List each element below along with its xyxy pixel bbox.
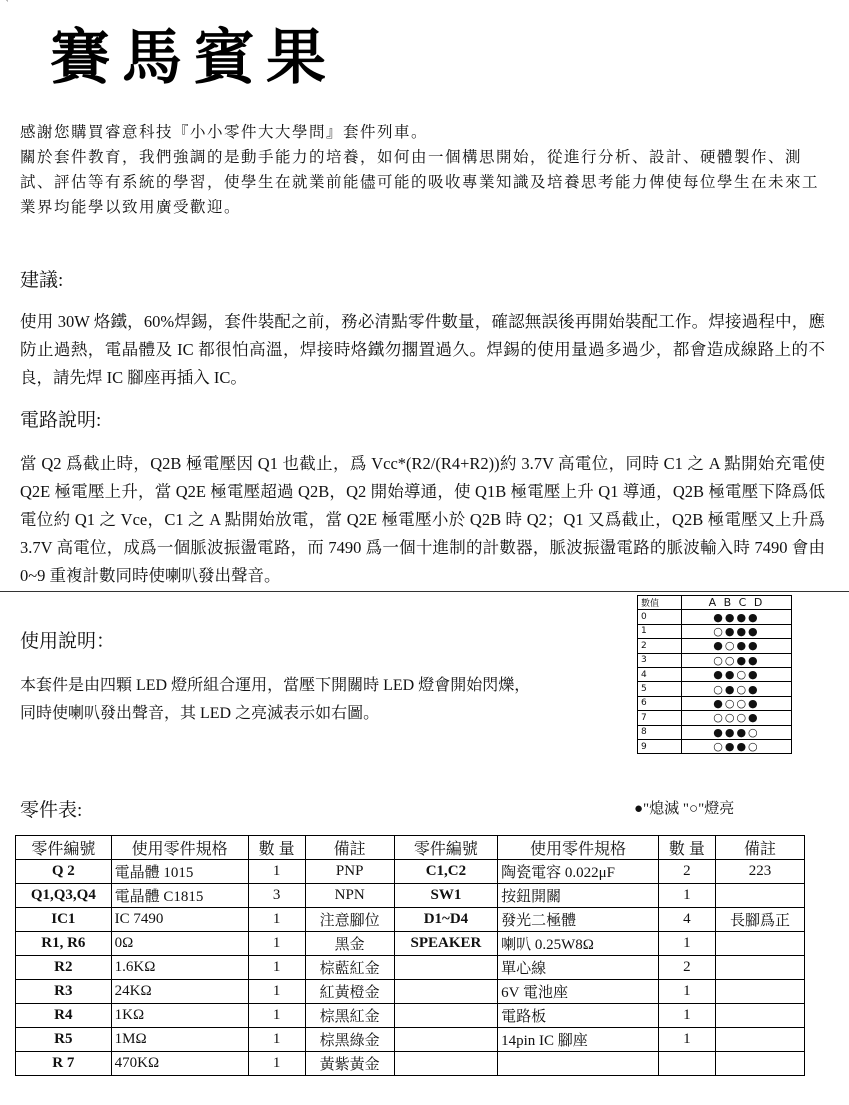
intro-line: 關於套件教育，我們強調的是動手能力的培養，如何由一個構思開始，從進行分析、設計、硬體製作、測試、評估等有系統的學習，使學生在就業前能儘可能的吸收專業知識及培養思考能力俾使每位學生在未來工業界均能學以致用廣受歡迎。 xyxy=(20,148,820,216)
part-id xyxy=(394,980,497,1004)
table-row xyxy=(16,1028,805,1052)
truth-row xyxy=(638,682,792,696)
part-spec xyxy=(498,1052,659,1076)
part-note xyxy=(715,980,804,1004)
part-qty: 1 xyxy=(658,1004,715,1028)
truth-legend: ●"熄滅 "○"燈亮 xyxy=(634,801,735,817)
parts-table xyxy=(15,835,805,1076)
part-note: PNP xyxy=(305,860,394,884)
part-qty: 1 xyxy=(658,884,715,908)
scan-speck: ` xyxy=(5,0,10,11)
part-id xyxy=(394,1052,497,1076)
part-spec: 按鈕開關 xyxy=(498,884,659,908)
table-row xyxy=(16,1004,805,1028)
truth-number: 3 xyxy=(638,653,682,667)
truth-leds: ●●○● xyxy=(681,667,791,681)
part-qty: 1 xyxy=(248,1052,305,1076)
truth-leds: ○●○● xyxy=(681,682,791,696)
part-spec: 1KΩ xyxy=(111,1004,248,1028)
truth-row xyxy=(638,610,792,624)
part-spec: 喇叭 0.25W8Ω xyxy=(498,932,659,956)
part-qty: 1 xyxy=(248,956,305,980)
truth-row xyxy=(638,639,792,653)
usage-heading: 使用說明： xyxy=(20,631,116,652)
col-header: 零件編號 xyxy=(394,836,497,860)
truth-number: 0 xyxy=(638,610,682,624)
part-spec: 電晶體 C1815 xyxy=(111,884,248,908)
part-spec: 1MΩ xyxy=(111,1028,248,1052)
part-note: 223 xyxy=(715,860,804,884)
part-spec: 發光二極體 xyxy=(498,908,659,932)
section-divider xyxy=(0,591,849,592)
table-row xyxy=(16,956,805,980)
truth-number: 7 xyxy=(638,711,682,725)
page-title: 賽馬賓果 xyxy=(50,23,338,93)
part-spec: 1.6KΩ xyxy=(111,956,248,980)
col-header: 數 量 xyxy=(658,836,715,860)
usage-line: 同時使喇叭發出聲音，其 LED 之亮滅表示如右圖。 xyxy=(20,705,380,722)
part-id: SW1 xyxy=(394,884,497,908)
table-row xyxy=(16,884,805,908)
part-qty: 2 xyxy=(658,956,715,980)
part-qty: 1 xyxy=(248,1004,305,1028)
table-row xyxy=(16,860,805,884)
truth-leds: ●○●● xyxy=(681,639,791,653)
intro-line: 感謝您購買睿意科技『小小零件大大學問』套件列車。 xyxy=(20,123,429,141)
col-header: 使用零件規格 xyxy=(498,836,659,860)
part-qty: 1 xyxy=(248,932,305,956)
part-id: R3 xyxy=(16,980,112,1004)
table-row xyxy=(16,908,805,932)
led-truth-table xyxy=(637,595,792,754)
part-qty: 1 xyxy=(248,1028,305,1052)
truth-leds: ○○○● xyxy=(681,711,791,725)
part-spec: 6V 電池座 xyxy=(498,980,659,1004)
truth-row xyxy=(638,739,792,753)
truth-number: 9 xyxy=(638,739,682,753)
part-id xyxy=(394,1004,497,1028)
part-qty xyxy=(658,1052,715,1076)
parts-header-row xyxy=(16,836,805,860)
part-qty: 1 xyxy=(658,1028,715,1052)
part-qty: 1 xyxy=(248,860,305,884)
part-note: 長腳爲正 xyxy=(715,908,804,932)
truth-row xyxy=(638,711,792,725)
truth-number: 4 xyxy=(638,667,682,681)
col-header: 零件編號 xyxy=(16,836,112,860)
part-note: 棕黑綠金 xyxy=(305,1028,394,1052)
part-note: NPN xyxy=(305,884,394,908)
part-note: 棕黑紅金 xyxy=(305,1004,394,1028)
part-id: SPEAKER xyxy=(394,932,497,956)
part-qty: 1 xyxy=(658,980,715,1004)
part-spec: 24KΩ xyxy=(111,980,248,1004)
table-row xyxy=(16,1052,805,1076)
col-header: 數 量 xyxy=(248,836,305,860)
truth-leds: ●●●○ xyxy=(681,725,791,739)
part-spec: 單心線 xyxy=(498,956,659,980)
part-note: 注意腳位 xyxy=(305,908,394,932)
part-qty: 2 xyxy=(658,860,715,884)
circuit-text xyxy=(20,450,825,590)
part-spec: 陶瓷電容 0.022μF xyxy=(498,860,659,884)
part-note xyxy=(715,884,804,908)
part-spec: 14pin IC 腳座 xyxy=(498,1028,659,1052)
truth-leds: ●●●● xyxy=(681,610,791,624)
part-spec: 電路板 xyxy=(498,1004,659,1028)
part-note: 棕藍紅金 xyxy=(305,956,394,980)
circuit-paragraph: 當 Q2 爲截止時，Q2B 極電壓因 Q1 也截止，爲 Vcc*(R2/(R4+R2))約 3.7V 高電位，同時 C1 之 A 點開始充電使 Q2E 極電壓上升，當 Q2E 極電壓超過 Q2B，Q2 開始導通，使 Q1B 極電壓上升 Q1 導通，Q2B 極電壓下降爲低電位約 Q1 之 Vce，C1 之 A 點開始放電，當 Q2E 極電壓小於 Q2B 時 Q2；Q1 又爲截止，Q2B 極電壓又上升爲 3.7V 高電位，成爲一個脈波振盪電路，而 7490 爲一個十進制的計數器，脈波振盪電路的脈波輸入時 7490 會由 0~9 重複計數同時使喇叭發出聲音。 xyxy=(20,454,825,585)
part-note xyxy=(715,932,804,956)
truth-number: 5 xyxy=(638,682,682,696)
truth-leds: ○○●● xyxy=(681,653,791,667)
part-id xyxy=(394,956,497,980)
part-note xyxy=(715,1004,804,1028)
part-id: R4 xyxy=(16,1004,112,1028)
truth-number: 1 xyxy=(638,624,682,638)
part-note xyxy=(715,956,804,980)
truth-number: 2 xyxy=(638,639,682,653)
part-note: 黑金 xyxy=(305,932,394,956)
truth-row xyxy=(638,725,792,739)
part-id: IC1 xyxy=(16,908,112,932)
truth-number: 6 xyxy=(638,696,682,710)
part-spec: 470KΩ xyxy=(111,1052,248,1076)
part-id: R1, R6 xyxy=(16,932,112,956)
part-qty: 1 xyxy=(248,980,305,1004)
circuit-heading: 電路說明: xyxy=(20,410,102,431)
suggest-text xyxy=(20,308,825,392)
col-header: 備註 xyxy=(305,836,394,860)
part-id: D1~D4 xyxy=(394,908,497,932)
truth-leds: ●○○● xyxy=(681,696,791,710)
part-note xyxy=(715,1028,804,1052)
truth-leds: ○●●● xyxy=(681,624,791,638)
part-id xyxy=(394,1028,497,1052)
part-id: R2 xyxy=(16,956,112,980)
intro-text xyxy=(20,120,820,220)
part-id: Q1,Q3,Q4 xyxy=(16,884,112,908)
part-qty: 1 xyxy=(248,908,305,932)
part-note: 黃紫黃金 xyxy=(305,1052,394,1076)
truth-row xyxy=(638,696,792,710)
part-qty: 4 xyxy=(658,908,715,932)
truth-row xyxy=(638,667,792,681)
truth-number: 8 xyxy=(638,725,682,739)
table-row xyxy=(16,980,805,1004)
col-header: 備註 xyxy=(715,836,804,860)
part-note xyxy=(715,1052,804,1076)
truth-leds: ○●●○ xyxy=(681,739,791,753)
truth-header-label: 數值 xyxy=(638,596,682,610)
suggest-paragraph: 使用 30W 烙鐵，60%焊錫，套件裝配之前，務必清點零件數量，確認無誤後再開始裝配工作。焊接過程中，應防止過熱，電晶體及 IC 都很怕高溫，焊接時烙鐵勿擱置過久。焊錫的使用量過多過少，都會造成線路上的不良，請先焊 IC 腳座再插入 IC。 xyxy=(20,312,825,387)
truth-row xyxy=(638,624,792,638)
parts-heading: 零件表: xyxy=(20,800,83,821)
usage-text xyxy=(20,672,620,728)
part-spec: IC 7490 xyxy=(111,908,248,932)
table-row xyxy=(16,932,805,956)
part-id: R 7 xyxy=(16,1052,112,1076)
part-id: Q 2 xyxy=(16,860,112,884)
truth-header-columns: A B C D xyxy=(681,596,791,610)
usage-line: 本套件是由四顆 LED 燈所組合運用，當壓下開關時 LED 燈會開始閃爍， xyxy=(20,677,531,694)
part-qty: 3 xyxy=(248,884,305,908)
part-note: 紅黃橙金 xyxy=(305,980,394,1004)
part-spec: 電晶體 1015 xyxy=(111,860,248,884)
truth-row xyxy=(638,653,792,667)
part-qty: 1 xyxy=(658,932,715,956)
part-spec: 0Ω xyxy=(111,932,248,956)
col-header: 使用零件規格 xyxy=(111,836,248,860)
suggest-heading: 建議: xyxy=(20,270,64,291)
part-id: C1,C2 xyxy=(394,860,497,884)
part-id: R5 xyxy=(16,1028,112,1052)
